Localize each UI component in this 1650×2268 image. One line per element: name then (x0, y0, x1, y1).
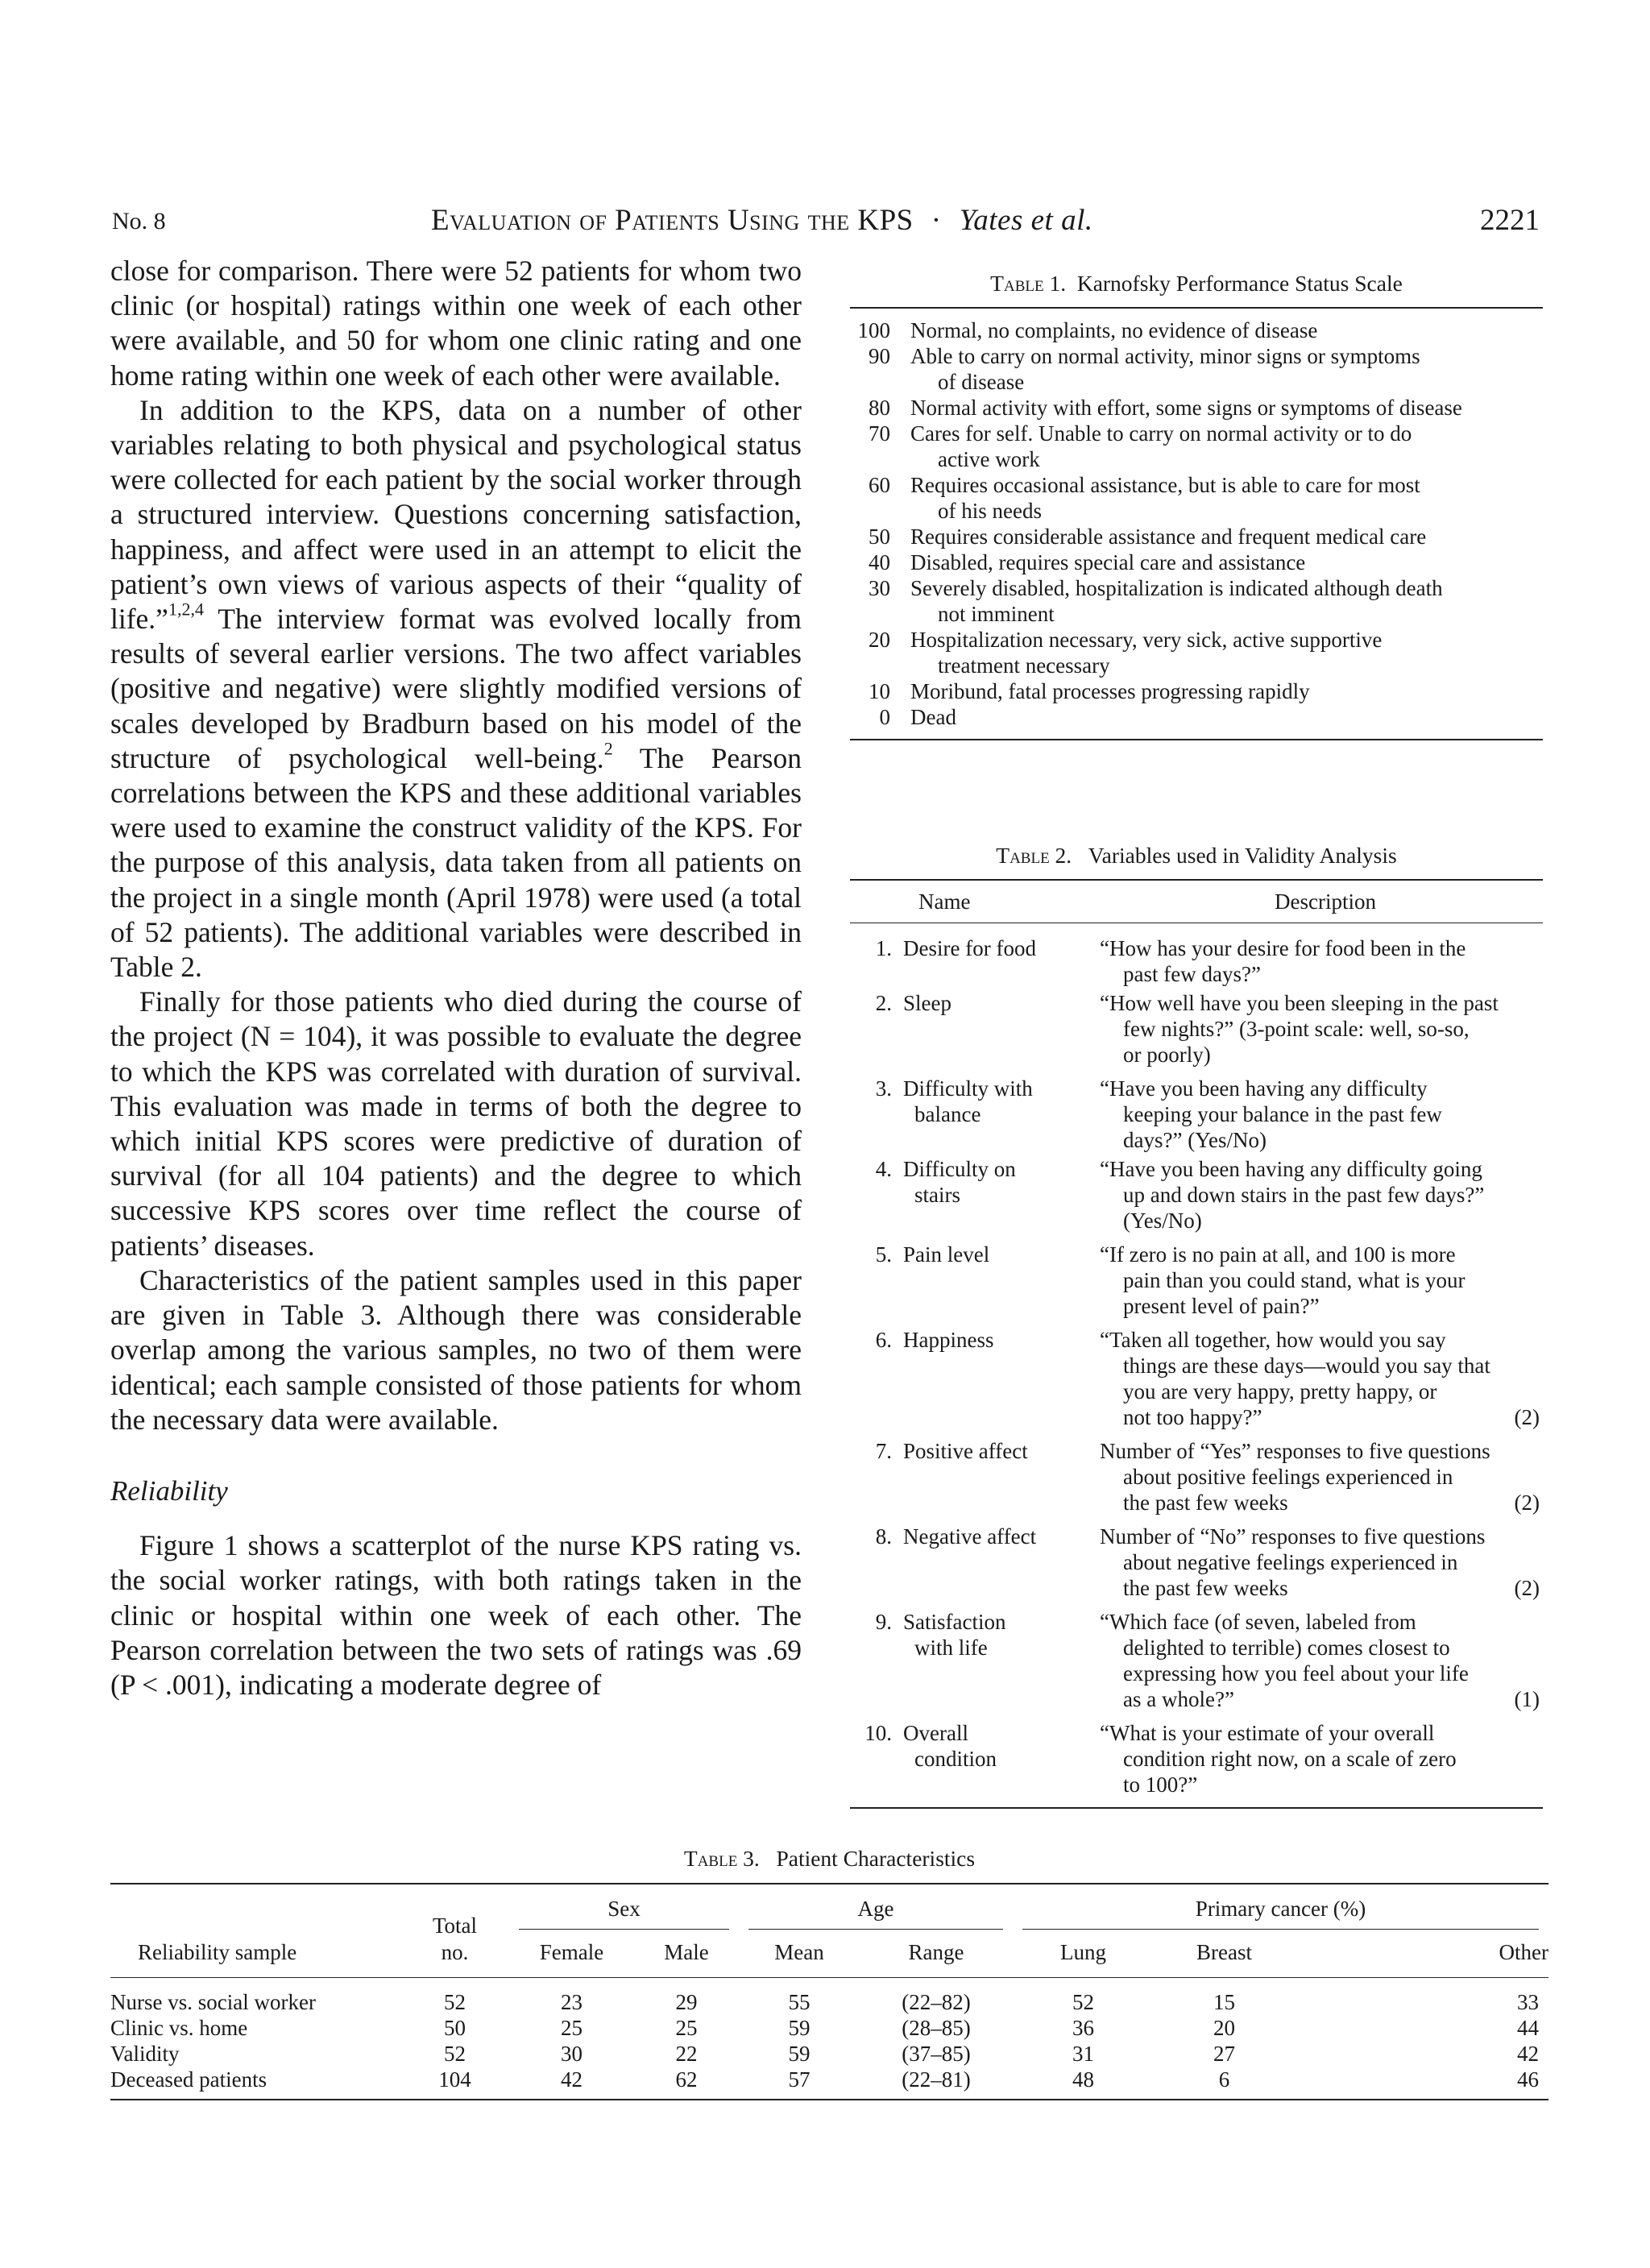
variable-description-continued: you are very happy, pretty happy, or (1123, 1379, 1437, 1404)
cell-sample: Clinic vs. home (110, 2016, 248, 2040)
table-row (850, 1327, 1543, 1430)
variable-name-continued: balance (914, 1102, 981, 1126)
variable-description-text: Number of “Yes” responses to five questions (1100, 1439, 1490, 1463)
table-row (850, 1438, 1543, 1515)
table-3-grid (110, 1883, 1548, 2100)
variable-name-text: Negative affect (903, 1524, 1037, 1549)
kps-description (890, 317, 1543, 343)
cell-breast: 27 (1213, 2042, 1235, 2066)
table-row (850, 935, 1543, 987)
cell-female: 25 (561, 2016, 582, 2040)
cell-female: 42 (561, 2067, 582, 2092)
col-other: Other (1499, 1940, 1548, 1964)
variable-description-text: “Taken all together, how would you say (1100, 1328, 1446, 1352)
kps-description-continued: not imminent (938, 602, 1055, 626)
col-range: Range (908, 1940, 964, 1964)
kps-score: 0 (879, 705, 890, 729)
col-lung: Lung (1060, 1940, 1106, 1964)
cell-range: (22–82) (902, 1990, 971, 2014)
group-sex-label: Sex (519, 1896, 729, 1930)
cell-lung: 52 (1072, 1990, 1094, 2014)
variable-name-continued: condition (914, 1747, 997, 1771)
cell-other: 46 (1517, 2067, 1539, 2092)
col-male: Male (664, 1940, 709, 1964)
table-2-label: Table 2. (996, 843, 1072, 868)
table-2-caption (850, 843, 1543, 869)
variable-number: 6. (875, 1328, 892, 1352)
paragraph-2-part-a: In addition to the KPS, data on a number of other variables relating to both physical and psychological status were collected for each patient by the social worker through a structured interview. Questions concerning satisfaction, happiness, and affect were used in an attempt to elicit the patient’s own views of various aspects of their “quality of life.” (110, 393, 802, 636)
variable-description-text: Number of “No” responses to five questions (1100, 1524, 1486, 1549)
table-row (850, 472, 1543, 524)
variable-name-text: Satisfaction (903, 1610, 1006, 1634)
col-total-line-2: no. (441, 1940, 469, 1964)
cell-mean: 57 (788, 2067, 810, 2092)
table-row (850, 1076, 1543, 1153)
citation-superscript: 1,2,4 (168, 599, 204, 620)
variable-name-text: Pain level (903, 1242, 990, 1267)
table-2-header (850, 881, 1543, 923)
cell-lung: 36 (1072, 2016, 1094, 2040)
variable-description-continued: to 100?” (1123, 1773, 1198, 1797)
table-row (850, 1524, 1543, 1601)
cell-mean: 59 (788, 2042, 810, 2066)
paragraph-4: Characteristics of the patient samples used in this paper are given in Table 3. Although there was considerable overlap among the various samples, no two of them were identical; each sample consisted of those patients for whom the necessary data were available. (110, 1263, 802, 1436)
kps-description-text: Severely disabled, hospitalization is indicated although death (910, 576, 1443, 600)
table-row (110, 2067, 1548, 2100)
variable-description-continued: about negative feelings experienced in (1123, 1550, 1458, 1574)
variable-number: 9. (875, 1610, 892, 1634)
kps-description (890, 395, 1543, 421)
paragraph-2-part-c: The Pearson correlations between the KPS and these additional variables were used to examine the construct validity of the KPS. For the purpose of this analysis, data taken from all patients on the project in a single month (April 1978) were used (a total of 52 patients). The additional variables were described in Table 2. (110, 741, 802, 984)
variable-name (892, 990, 1100, 1068)
table-row (850, 704, 1543, 730)
citation-superscript: 2 (603, 738, 613, 759)
variable-number: 7. (875, 1439, 892, 1463)
variable-name (892, 1524, 1100, 1601)
table-row (110, 1978, 1548, 2016)
table-3-group-age (739, 1884, 1013, 1939)
kps-description (890, 472, 1543, 524)
paragraph-1: close for comparison. There were 52 patients for whom two clinic (or hospital) ratings within one week of each other were available, and 50 for whom one clinic rating and one home rating within one week of each other were available. (110, 255, 802, 392)
kps-description (890, 421, 1543, 472)
table-row (850, 317, 1543, 343)
variable-name (892, 1242, 1100, 1319)
variable-description-text: “Have you been having any difficulty (1100, 1076, 1428, 1101)
group-age-label: Age (748, 1896, 1003, 1930)
cell-female: 30 (561, 2042, 582, 2066)
table-row (850, 990, 1543, 1068)
variable-number: 8. (875, 1524, 892, 1549)
variable-description (1100, 990, 1543, 1068)
cell-female: 23 (561, 1990, 582, 2014)
variable-description (1100, 1438, 1543, 1515)
page-number: 2221 (1480, 204, 1540, 237)
table-1-body (850, 309, 1543, 739)
table-row (850, 1720, 1543, 1797)
cell-breast: 6 (1218, 2067, 1230, 2092)
variable-description-continued: few nights?” (3-point scale: well, so-so, (1123, 1017, 1470, 1041)
cell-total: 50 (444, 2016, 466, 2040)
variable-description-continued: delighted to terrible) comes closest to (1123, 1636, 1450, 1660)
variable-description (1100, 1156, 1543, 1234)
cell-mean: 59 (788, 2016, 810, 2040)
col-total-line-1: Total (432, 1913, 478, 1938)
paragraph-2 (110, 393, 802, 985)
variable-name-text: Desire for food (903, 936, 1036, 960)
variable-name (892, 1720, 1100, 1797)
cell-breast: 15 (1213, 1990, 1235, 2014)
kps-score: 60 (869, 473, 890, 497)
kps-description (890, 678, 1543, 704)
reference-number: (1) (1514, 1687, 1540, 1711)
cell-male: 22 (675, 2042, 698, 2066)
col-female: Female (539, 1940, 604, 1964)
table-row (850, 575, 1543, 627)
variable-name-continued: stairs (914, 1183, 960, 1207)
table-2 (850, 843, 1543, 1809)
cell-male: 29 (675, 1990, 698, 2014)
kps-description (890, 343, 1543, 395)
cell-other: 44 (1517, 2016, 1539, 2040)
cell-lung: 48 (1072, 2067, 1094, 2092)
table-2-col-description: Description (1275, 889, 1376, 914)
kps-description-text: Dead (910, 705, 956, 729)
table-row (110, 2041, 1548, 2067)
variable-name (892, 1156, 1100, 1234)
variable-description-continued: things are these days—would you say that (1123, 1354, 1490, 1378)
variable-number: 3. (875, 1076, 892, 1101)
variable-description-continued: past few days?” (1123, 962, 1261, 986)
variable-description (1100, 1720, 1543, 1797)
cell-total: 52 (444, 1990, 466, 2014)
table-row (850, 627, 1543, 678)
kps-description (890, 704, 1543, 730)
running-header (431, 203, 1093, 238)
variable-description-continued: up and down stairs in the past few days?” (1123, 1183, 1485, 1207)
table-2-body (850, 923, 1543, 1807)
table-row (850, 678, 1543, 704)
col-reliability-sample: Reliability sample (138, 1940, 297, 1964)
kps-description-continued: treatment necessary (938, 653, 1110, 678)
variable-number: 2. (875, 991, 892, 1015)
header-separator: · (931, 204, 942, 237)
cell-male: 62 (675, 2067, 698, 2092)
col-breast: Breast (1196, 1940, 1252, 1964)
variable-name-text: Difficulty with (903, 1076, 1033, 1101)
variable-name-continued: with life (914, 1636, 988, 1660)
group-cancer-label: Primary cancer (%) (1022, 1896, 1539, 1930)
cell-range: (28–85) (902, 2016, 971, 2040)
cell-sample: Validity (110, 2042, 180, 2066)
cell-sample: Deceased patients (110, 2067, 267, 2092)
col-mean: Mean (774, 1940, 824, 1964)
variable-description-text: “Have you been having any difficulty going (1100, 1157, 1482, 1181)
col-total (400, 1913, 509, 1978)
table-2-title: Variables used in Validity Analysis (1088, 843, 1397, 868)
table-2-col-name: Name (918, 889, 971, 914)
variable-description-continued: (Yes/No) (1123, 1209, 1202, 1233)
variable-description (1100, 1609, 1543, 1712)
variable-description-continued: keeping your balance in the past few (1123, 1102, 1442, 1126)
cell-lung: 31 (1072, 2042, 1094, 2066)
kps-description-continued: of his needs (938, 499, 1042, 523)
table-1-caption (850, 271, 1543, 296)
running-title: Evaluation of Patients Using the KPS (431, 204, 914, 237)
variable-description-continued: the past few weeks (1123, 1576, 1288, 1600)
variable-name (892, 935, 1100, 987)
variable-number: 10. (864, 1721, 892, 1745)
variable-name (892, 1327, 1100, 1430)
kps-description-text: Disabled, requires special care and assistance (910, 550, 1306, 574)
table-3-caption (110, 1845, 1548, 1872)
variable-description-continued: as a whole?” (1123, 1687, 1234, 1711)
variable-name-text: Positive affect (903, 1439, 1028, 1463)
table-row (850, 1242, 1543, 1319)
kps-description (890, 575, 1543, 627)
header-authors: Yates et al. (959, 204, 1093, 237)
table-row (850, 1609, 1543, 1712)
table-3-body (110, 1978, 1548, 2100)
variable-number: 4. (875, 1157, 892, 1181)
kps-score: 90 (869, 344, 890, 368)
table-3-group-cancer (1013, 1884, 1548, 1939)
kps-description-continued: of disease (938, 370, 1025, 394)
variable-description-text: “If zero is no pain at all, and 100 is more (1100, 1242, 1456, 1267)
kps-score: 50 (869, 525, 890, 549)
variable-description-text: “What is your estimate of your overall (1100, 1721, 1435, 1745)
kps-description-text: Requires occasional assistance, but is able to care for most (910, 473, 1420, 497)
kps-score: 80 (869, 396, 890, 420)
table-row (850, 1156, 1543, 1234)
kps-description (890, 524, 1543, 549)
variable-description (1100, 1076, 1543, 1153)
cell-other: 42 (1517, 2042, 1539, 2066)
variable-number: 5. (875, 1242, 892, 1267)
reference-number: (2) (1514, 1405, 1540, 1429)
kps-description-text: Able to carry on normal activity, minor signs or symptoms (910, 344, 1420, 368)
kps-score: 40 (869, 550, 890, 574)
table-3 (110, 1845, 1548, 2100)
table-3-title: Patient Characteristics (776, 1846, 976, 1871)
kps-description-text: Cares for self. Unable to carry on normal activity or to do (910, 421, 1412, 446)
cell-male: 25 (675, 2016, 698, 2040)
variable-number: 1. (875, 936, 892, 960)
variable-description-continued: present level of pain?” (1123, 1294, 1320, 1318)
paragraph-3: Finally for those patients who died during the course of the project (N = 104), it was possible to evaluate the degree to which the KPS was correlated with duration of survival. This evaluation was made in terms of both the degree to which initial KPS scores were predictive of duration of survival (for all 104 patients) and the degree to which successive KPS scores over time reflect the course of patients’ diseases. (110, 985, 802, 1262)
kps-description-text: Moribund, fatal processes progressing rapidly (910, 679, 1310, 703)
variable-name-text: Difficulty on (903, 1157, 1016, 1181)
kps-description-continued: active work (938, 447, 1040, 471)
variable-description-continued: or poorly) (1123, 1043, 1211, 1067)
table-1-bottom-rule (850, 739, 1543, 740)
kps-score: 30 (869, 576, 890, 600)
table-1 (850, 271, 1543, 740)
variable-description-continued: days?” (Yes/No) (1123, 1128, 1267, 1152)
variable-description-continued: expressing how you feel about your life (1123, 1661, 1469, 1685)
kps-description-text: Normal, no complaints, no evidence of disease (910, 318, 1318, 342)
kps-description (890, 549, 1543, 575)
table-1-label: Table 1. (990, 271, 1067, 296)
variable-name-text: Overall (903, 1721, 968, 1745)
cell-range: (22–81) (902, 2067, 971, 2092)
kps-description-text: Requires considerable assistance and frequent medical care (910, 525, 1427, 549)
kps-score: 10 (869, 679, 890, 703)
kps-score: 20 (869, 628, 890, 652)
variable-description-continued: the past few weeks (1123, 1491, 1288, 1515)
table-row (850, 395, 1543, 421)
kps-score: 70 (869, 421, 890, 446)
paragraph-2-part-b: The interview format was evolved locally from results of several earlier versions. The two affect variables (positive and negative) were slightly modified versions of scales developed by Bradburn based on his model of the structure of psychological well-being. (110, 603, 802, 774)
variable-description-continued: not too happy?” (1123, 1405, 1262, 1429)
table-3-label: Table 3. (683, 1846, 760, 1871)
table-row (850, 421, 1543, 472)
variable-name-text: Sleep (903, 991, 951, 1015)
variable-description-continued: condition right now, on a scale of zero (1123, 1747, 1457, 1771)
variable-description (1100, 1242, 1543, 1319)
table-row (850, 549, 1543, 575)
table-3-group-sex (509, 1884, 739, 1939)
journal-number: No. 8 (112, 208, 166, 234)
cell-mean: 55 (788, 1990, 810, 2014)
variable-name (892, 1609, 1100, 1712)
table-row (850, 343, 1543, 395)
variable-description (1100, 935, 1543, 987)
table-row (850, 524, 1543, 549)
variable-name-text: Happiness (903, 1328, 994, 1352)
cell-other: 33 (1517, 1990, 1539, 2014)
cell-total: 52 (444, 2042, 466, 2066)
kps-description-text: Normal activity with effort, some signs or symptoms of disease (910, 396, 1462, 420)
cell-sample: Nurse vs. social worker (110, 1990, 316, 2014)
variable-description (1100, 1524, 1543, 1601)
variable-description (1100, 1327, 1543, 1430)
variable-description-text: “How has your desire for food been in the (1100, 936, 1466, 960)
variable-description-text: “Which face (of seven, labeled from (1100, 1610, 1416, 1634)
body-text-column (110, 254, 802, 1702)
reference-number: (2) (1514, 1576, 1540, 1600)
variable-name (892, 1076, 1100, 1153)
table-3-blank (110, 1884, 400, 1939)
paragraph-5: Figure 1 shows a scatterplot of the nurse KPS rating vs. the social worker ratings, with both ratings taken in the clinic or hospital within one week of each other. The Pearson correlation between the two sets of ratings was .69 (P < .001), indicating a moderate degree of (110, 1529, 802, 1701)
reference-number: (2) (1514, 1491, 1540, 1515)
variable-name (892, 1438, 1100, 1515)
kps-score: 100 (857, 318, 890, 342)
table-2-bottom-rule (850, 1807, 1543, 1809)
variable-description-continued: about positive feelings experienced in (1123, 1465, 1453, 1489)
cell-breast: 20 (1213, 2016, 1235, 2040)
variable-description-text: “How well have you been sleeping in the past (1100, 991, 1499, 1015)
cell-range: (37–85) (902, 2042, 971, 2066)
table-row (110, 2015, 1548, 2041)
variable-description-continued: pain than you could stand, what is your (1123, 1268, 1466, 1292)
table-1-title: Karnofsky Performance Status Scale (1076, 271, 1403, 296)
kps-description-text: Hospitalization necessary, very sick, active supportive (910, 628, 1383, 652)
cell-total: 104 (438, 2067, 471, 2092)
kps-description (890, 627, 1543, 678)
section-heading-reliability: Reliability (110, 1474, 228, 1507)
